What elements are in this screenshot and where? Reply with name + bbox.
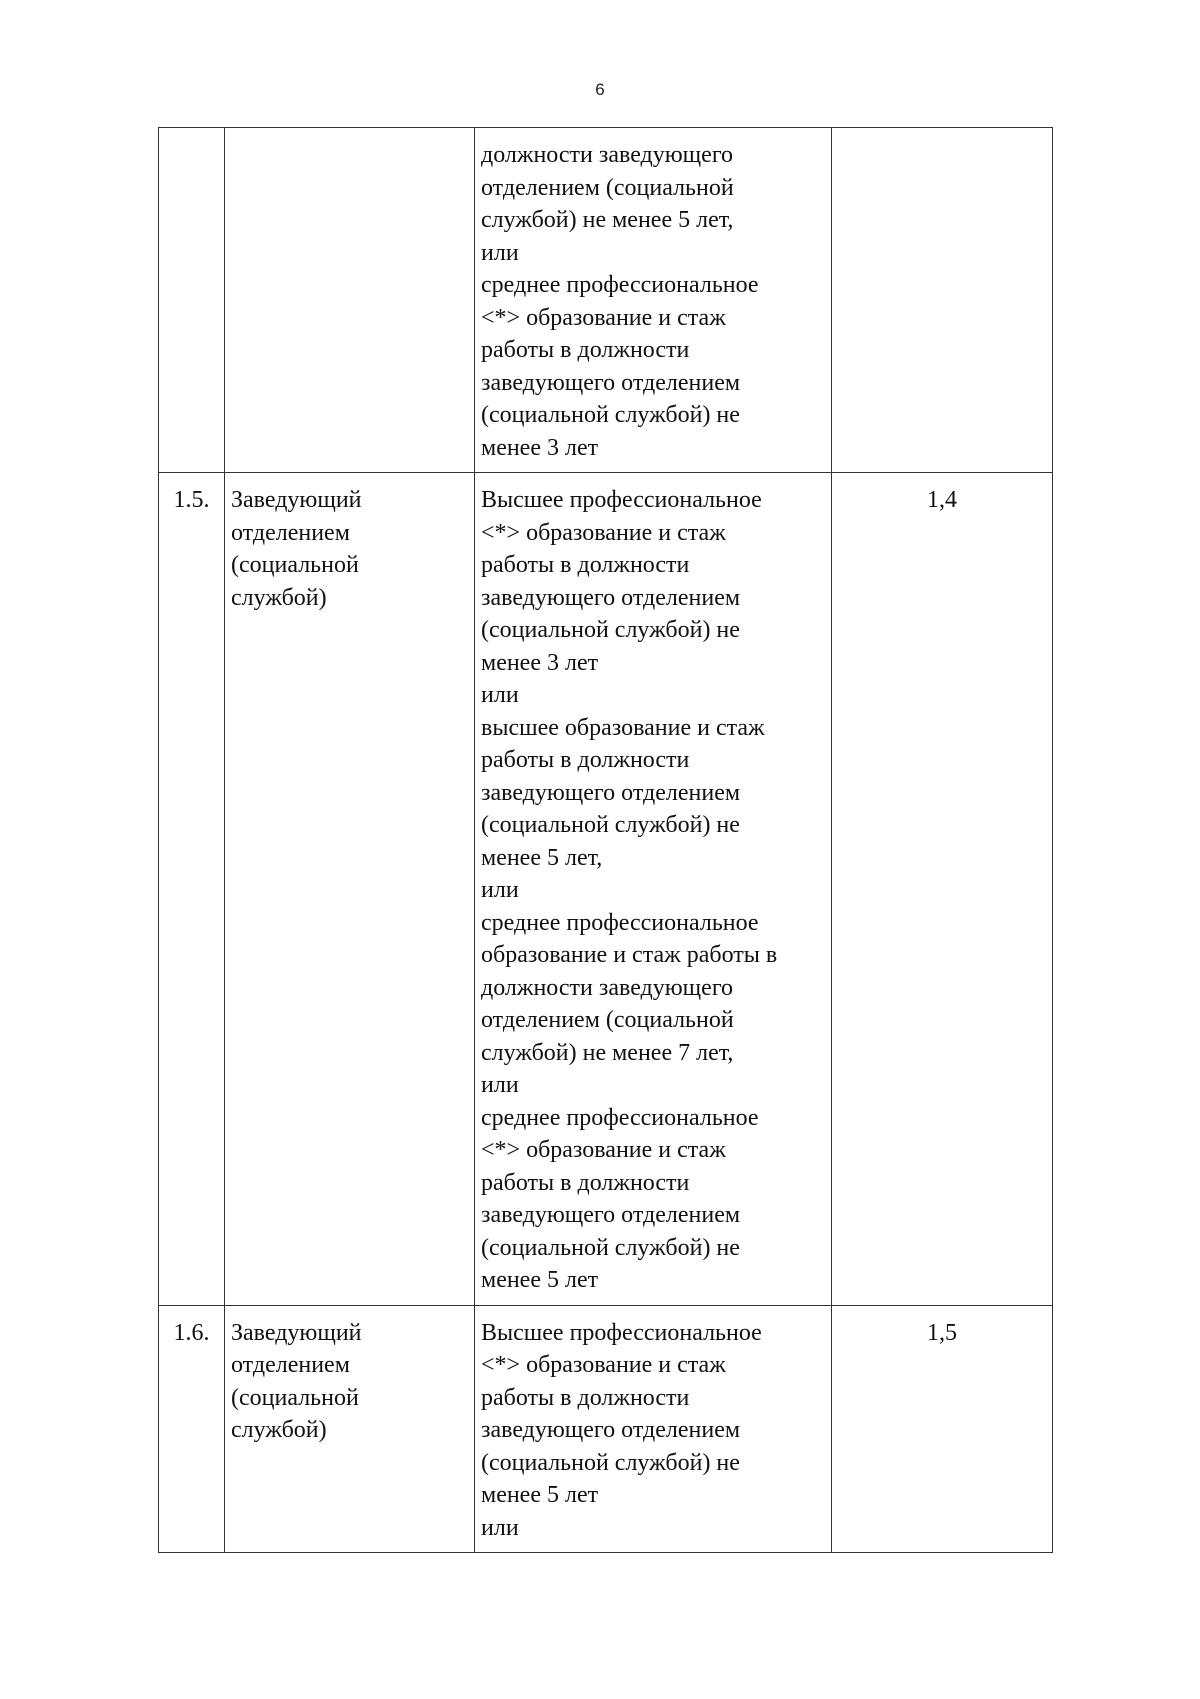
position-text-line: службой)	[231, 584, 327, 611]
qualification-table	[158, 127, 1053, 1553]
coefficient-cell	[832, 1305, 1053, 1553]
requirement-text-line: службой) не менее 5 лет,	[481, 207, 734, 233]
requirements-cell-content	[475, 1306, 831, 1553]
requirement-text-line: менее 5 лет	[481, 1267, 599, 1293]
row-number-cell-content	[159, 128, 224, 147]
requirement-text-line: должности заведующего	[481, 142, 734, 168]
requirement-text-line: заведующего отделением	[481, 1202, 741, 1228]
requirement-text-line: <*> образование и стаж	[481, 1137, 726, 1163]
requirement-text-line: или	[481, 1514, 519, 1541]
position-cell-content	[225, 473, 474, 622]
coefficient-value: 1,5	[927, 1319, 957, 1346]
requirement-text-line: среднее профессиональное	[481, 272, 759, 298]
position-text-line: Заведующий	[231, 487, 362, 513]
requirement-text-line: среднее профессиональное	[481, 909, 759, 936]
requirement-text-line: заведующего отделением	[481, 369, 741, 396]
coefficient-cell-content	[832, 473, 1052, 525]
row-number-cell	[159, 128, 225, 473]
requirement-text-line: отделением (социальной	[481, 174, 734, 201]
coefficient-cell	[832, 128, 1053, 473]
requirement-text-line: менее 3 лет	[481, 434, 599, 461]
requirement-text-line: или	[481, 682, 519, 708]
requirement-text-line: (социальной службой) не	[481, 402, 740, 428]
row-number: 1.5.	[173, 487, 210, 513]
row-number-cell	[159, 1305, 225, 1553]
requirement-text-line: <*> образование и стаж	[481, 519, 726, 546]
requirements-cell	[475, 1305, 832, 1553]
row-number-cell-content	[159, 473, 224, 525]
position-text-line: отделением	[231, 1352, 350, 1378]
requirement-text-line: или	[481, 877, 519, 903]
requirement-text-line: <*> образование и стаж	[481, 304, 726, 331]
table-row	[159, 473, 1053, 1306]
position-text-line: (социальной	[231, 552, 359, 578]
requirement-text-line: (социальной службой) не	[481, 812, 740, 838]
requirements-cell-content	[475, 128, 831, 472]
requirement-text-line: (социальной службой) не	[481, 1449, 740, 1476]
row-number-cell-content	[159, 1306, 224, 1358]
requirement-text-line: высшее образование и стаж	[481, 714, 765, 741]
requirements-cell-content	[475, 473, 831, 1305]
requirement-text-line: работы в должности	[481, 747, 690, 773]
requirement-text-line: работы в должности	[481, 337, 690, 363]
requirement-text-line: должности заведующего	[481, 974, 734, 1001]
position-cell	[225, 128, 475, 473]
requirement-text-line: образование и стаж работы в	[481, 942, 778, 968]
requirement-text-line: менее 5 лет	[481, 1482, 599, 1508]
page-number: 6	[595, 80, 605, 99]
coefficient-cell-content	[832, 128, 1052, 147]
requirement-text-line: работы в должности	[481, 1169, 690, 1196]
requirement-text-line: (социальной службой) не	[481, 617, 740, 643]
requirement-text-line: <*> образование и стаж	[481, 1352, 726, 1378]
requirement-text-line: службой) не менее 7 лет,	[481, 1039, 734, 1066]
row-number: 1.6.	[173, 1319, 210, 1346]
qualification-table-body	[159, 128, 1053, 1553]
requirement-text-line: работы в должности	[481, 1384, 690, 1411]
requirement-text-line: заведующего отделением	[481, 1417, 741, 1443]
position-text-line: (социальной	[231, 1384, 359, 1411]
position-text-line: службой)	[231, 1417, 327, 1443]
requirement-text-line: (социальной службой) не	[481, 1234, 740, 1261]
requirement-text-line: Высшее профессиональное	[481, 487, 762, 513]
requirement-text-line: заведующего отделением	[481, 584, 741, 611]
coefficient-cell	[832, 473, 1053, 1306]
requirement-text-line: менее 3 лет	[481, 649, 599, 676]
requirements-cell	[475, 128, 832, 473]
position-text-line: отделением	[231, 519, 350, 546]
position-cell-content	[225, 128, 474, 147]
coefficient-cell-content	[832, 1306, 1052, 1358]
requirement-text-line: среднее профессиональное	[481, 1104, 759, 1131]
requirement-text-line: или	[481, 1072, 519, 1098]
position-cell	[225, 473, 475, 1306]
requirement-text-line: работы в должности	[481, 552, 690, 578]
coefficient-value: 1,4	[927, 487, 957, 513]
requirement-text-line: или	[481, 239, 519, 266]
table-row	[159, 128, 1053, 473]
requirement-text-line: менее 5 лет,	[481, 844, 603, 871]
requirement-text-line: заведующего отделением	[481, 779, 741, 806]
position-cell	[225, 1305, 475, 1553]
requirements-cell	[475, 473, 832, 1306]
requirement-text-line: Высшее профессиональное	[481, 1319, 762, 1346]
row-number-cell	[159, 473, 225, 1306]
position-text-line: Заведующий	[231, 1319, 362, 1346]
table-row	[159, 1305, 1053, 1553]
position-cell-content	[225, 1306, 474, 1455]
requirement-text-line: отделением (социальной	[481, 1007, 734, 1033]
